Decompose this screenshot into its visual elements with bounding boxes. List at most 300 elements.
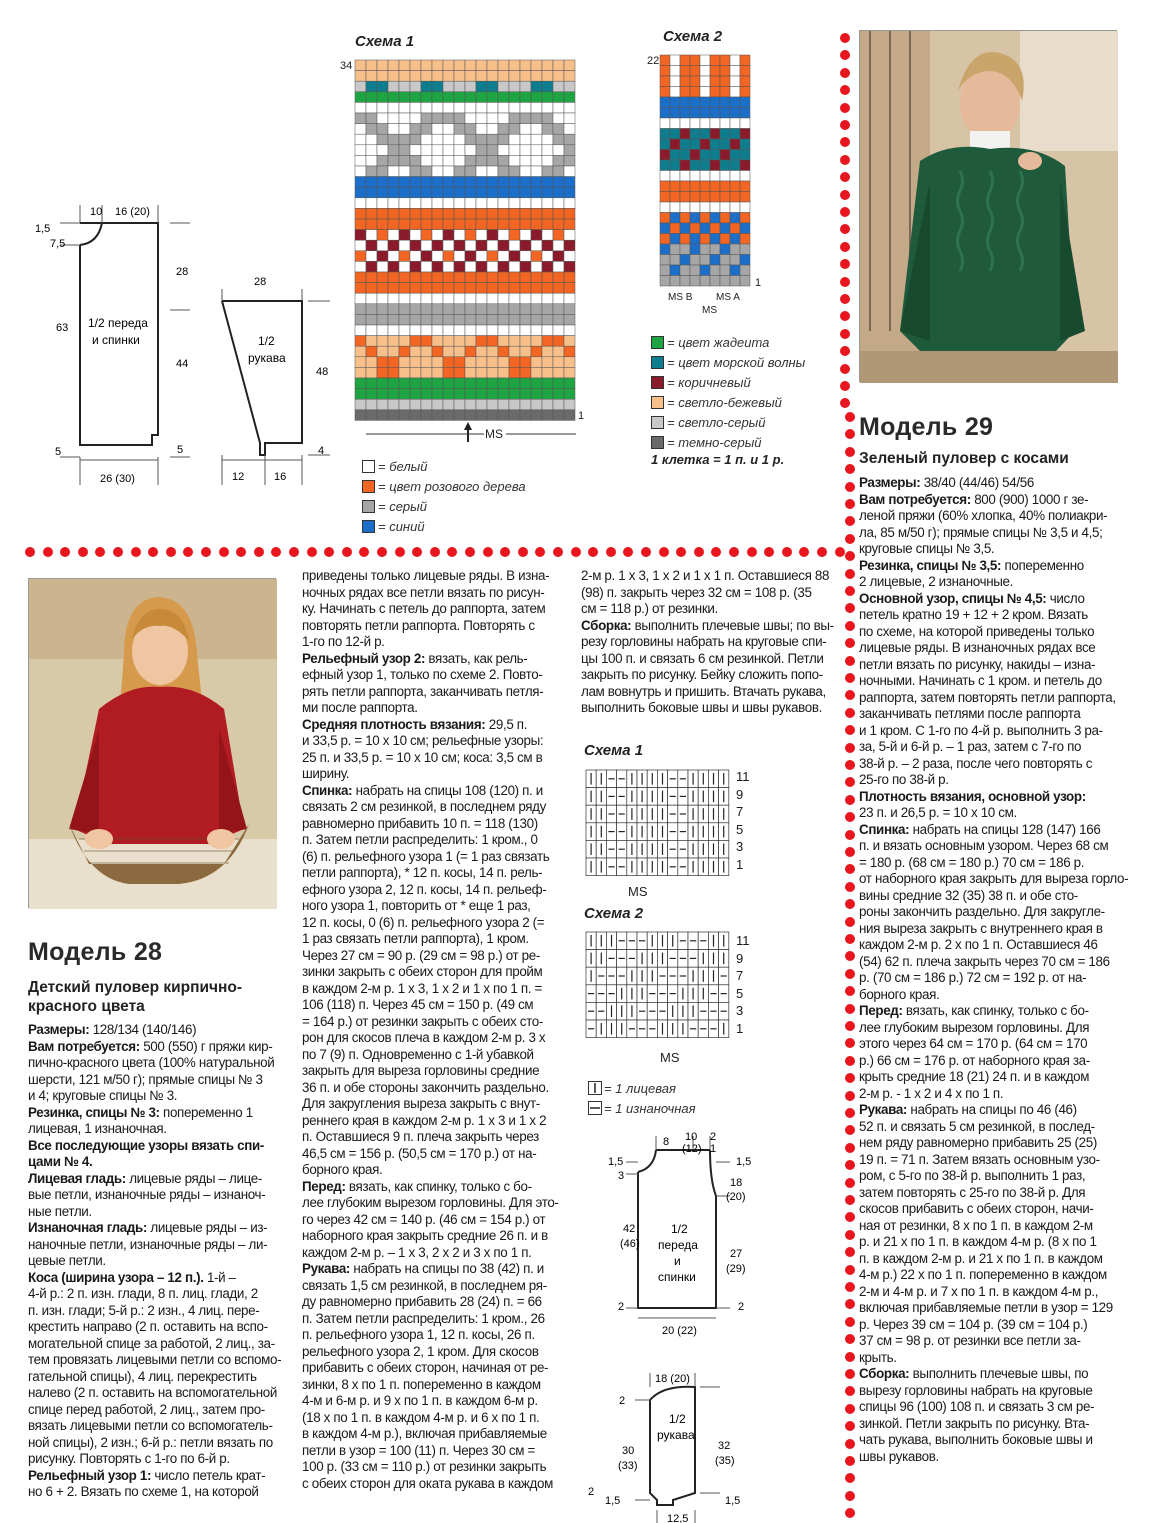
- decor-dot: [845, 1004, 855, 1014]
- chart-cell: [690, 213, 700, 224]
- chart-cell: [388, 293, 399, 304]
- chart-cell: [366, 378, 377, 389]
- text-line: [859, 970, 1131, 987]
- text-line-label: Изнаночная гладь:: [28, 1220, 148, 1235]
- chart-cell: [355, 378, 366, 389]
- chart-cell: [366, 261, 377, 272]
- text-line: [859, 607, 1131, 624]
- color-chart-1-ms-line: [366, 433, 576, 437]
- decor-dot: [840, 346, 850, 356]
- decor-dot: [845, 499, 855, 509]
- chart-cell: [498, 208, 509, 219]
- text-line-body: пично-красного цвета (100% натуральной: [28, 1055, 275, 1070]
- text-line: [302, 1377, 567, 1394]
- chart-cell: [670, 244, 680, 255]
- chart-cell: [720, 160, 730, 171]
- chart-cell: [421, 134, 432, 145]
- text-line: [859, 1416, 1131, 1433]
- text-line: [302, 1410, 567, 1427]
- model-28-title: Модель 28: [28, 938, 163, 966]
- chart-cell: [690, 97, 700, 108]
- legend-item: [651, 412, 805, 432]
- chart-cell: [542, 230, 553, 241]
- chart-cell: [465, 124, 476, 135]
- chart-cell: [710, 118, 720, 129]
- text-line-body: п. Затем петли распределить: 1 кром., 26: [302, 1310, 545, 1326]
- chart-cell: [366, 389, 377, 400]
- chart-cell: [564, 378, 575, 389]
- chart-cell: [355, 198, 366, 209]
- chart-cell: [680, 234, 690, 245]
- chart-cell: [564, 283, 575, 294]
- chart-cell: [730, 255, 740, 266]
- chart-cell: [410, 240, 421, 251]
- text-line-body: попеременно 1: [159, 1104, 253, 1120]
- text-line: [302, 1129, 567, 1146]
- chart-cell: [454, 357, 465, 368]
- chart-cell: [670, 87, 680, 98]
- text-line-body: 106 (118) п. Через 45 см = 150 р. (49 см: [302, 997, 534, 1012]
- text-line: [302, 618, 567, 635]
- text-line-body: швы рукавов.: [859, 1448, 939, 1464]
- chart-cell: [410, 378, 421, 389]
- decor-dot: [845, 1247, 855, 1257]
- chart-cell: [564, 389, 575, 400]
- chart-cell: [388, 134, 399, 145]
- text-line-body: ного узора 1, повторить от * еще 1 раз,: [302, 898, 531, 913]
- chart-cell: [366, 208, 377, 219]
- chart-cell: [421, 177, 432, 188]
- chart-cell: [670, 150, 680, 161]
- chart-row-number: 3: [736, 1003, 744, 1019]
- text-line: [28, 1319, 288, 1336]
- chart-cell: [421, 81, 432, 92]
- chart-cell: [399, 357, 410, 368]
- chart-cell: [720, 139, 730, 150]
- chart-row-number: 3: [736, 839, 744, 855]
- text-line: [302, 1261, 567, 1278]
- text-line-body: п. Оставшиеся 9 п. плеча закрыть через: [302, 1129, 539, 1144]
- text-line-body: р. (70 см = 186 р.) 72 см = 192 р. от на-: [859, 970, 1087, 985]
- chart-cell: [443, 124, 454, 135]
- chart-cell: [454, 124, 465, 135]
- front-dim-right-28: 28: [176, 266, 189, 278]
- text-line: [859, 541, 1131, 558]
- decor-dot: [845, 1073, 855, 1083]
- text-line-body: лее глубоким вырезом горловины. Для это-: [302, 1195, 559, 1210]
- chart-cell: [700, 97, 710, 108]
- chart-cell: [730, 223, 740, 234]
- text-line-label: Средняя плотность вязания:: [302, 716, 486, 732]
- chart-cell: [355, 60, 366, 71]
- chart-cell: [366, 145, 377, 156]
- chart-cell: [421, 198, 432, 209]
- text-line-body: п. Затем петли распределить: 1 кром., 0: [302, 832, 538, 847]
- decor-dot: [271, 547, 281, 557]
- text-line-body: п. рельефного узора 1, 12 п. косы, 26 п.: [302, 1327, 535, 1342]
- decor-dot: [747, 547, 757, 557]
- text-line-body: = 180 р. (68 см = 180 р.) 70 см = 186 р.: [859, 854, 1085, 870]
- decor-dot: [606, 547, 616, 557]
- chart-cell: [720, 129, 730, 140]
- legend-swatch: [651, 416, 664, 429]
- chart-cell: [531, 92, 542, 103]
- chart-cell: [454, 81, 465, 92]
- chart-cell: [366, 314, 377, 325]
- text-line: [302, 1426, 567, 1443]
- chart-cell: [432, 367, 443, 378]
- chart-cell: [465, 81, 476, 92]
- text-line-body: ла, 85 м/50 г); прямые спицы № 3,5 и 4,5;: [859, 524, 1103, 540]
- text-line: [302, 799, 567, 816]
- text-line-body: закрыть для выреза горловины средние: [302, 1063, 540, 1078]
- chart-cell: [454, 155, 465, 166]
- chart-cell: [432, 325, 443, 336]
- chart-cell: [700, 129, 710, 140]
- text-line: [581, 700, 836, 717]
- child-sleeve-r1: 32: [718, 1440, 731, 1452]
- text-line-body: 4-м и 6-м р. и 9 х по 1 п. в каждом 6-м р.: [302, 1393, 538, 1408]
- chart-cell: [509, 272, 520, 283]
- chart-cell: [355, 410, 366, 421]
- chart-cell: [564, 134, 575, 145]
- chart-cell: [443, 336, 454, 347]
- chart-cell: [509, 357, 520, 368]
- chart-cell: [700, 160, 710, 171]
- text-line: [302, 783, 567, 800]
- child-sleeve-r2: (35): [715, 1455, 735, 1467]
- text-line-body: р. и 21 х по 1 п. в каждом 4-м р. (8 х по 1: [859, 1234, 1097, 1249]
- decor-dot: [25, 547, 35, 557]
- chart-cell: [680, 150, 690, 161]
- chart-cell: [377, 251, 388, 262]
- chart-cell: [432, 113, 443, 124]
- chart-cell: [454, 240, 465, 251]
- chart-cell: [680, 181, 690, 192]
- decor-dot: [840, 259, 850, 269]
- chart-cell: [680, 192, 690, 203]
- chart-cell: [498, 219, 509, 230]
- chart-cell: [421, 166, 432, 177]
- chart-cell: [509, 293, 520, 304]
- chart-cell: [542, 367, 553, 378]
- legend-label: = светло-серый: [667, 414, 766, 430]
- chart-cell: [660, 118, 670, 129]
- chart-cell: [509, 399, 520, 410]
- decor-dot: [845, 1421, 855, 1431]
- chart-cell: [509, 198, 520, 209]
- chart-cell: [531, 346, 542, 357]
- chart-cell: [454, 378, 465, 389]
- text-line: [859, 525, 1131, 542]
- child-front-r3: (20): [726, 1191, 746, 1203]
- chart-cell: [564, 399, 575, 410]
- chart-cell: [553, 240, 564, 251]
- chart-cell: [476, 113, 487, 124]
- decor-dot: [840, 242, 850, 252]
- text-line: [302, 1047, 567, 1064]
- chart-cell: [720, 213, 730, 224]
- chart-cell: [432, 124, 443, 135]
- chart-cell: [454, 230, 465, 241]
- text-line: [302, 1278, 567, 1295]
- text-line: [302, 750, 567, 767]
- chart-cell: [520, 155, 531, 166]
- chart-cell: [388, 145, 399, 156]
- chart-cell: [487, 60, 498, 71]
- child-front-r4: 27: [730, 1248, 743, 1260]
- chart-cell: [366, 240, 377, 251]
- chart-cell: [487, 293, 498, 304]
- text-line: [302, 651, 567, 668]
- decor-dot: [845, 1456, 855, 1466]
- text-line: [302, 585, 567, 602]
- chart-cell: [690, 76, 700, 87]
- chart-cell: [476, 272, 487, 283]
- decor-dot: [377, 547, 387, 557]
- chart-cell: [710, 276, 720, 287]
- chart-cell: [443, 272, 454, 283]
- chart-cell: [388, 357, 399, 368]
- decor-dot: [845, 603, 855, 613]
- chart-cell: [720, 55, 730, 66]
- chart-cell: [710, 213, 720, 224]
- chart-cell: [410, 389, 421, 400]
- chart-cell: [465, 314, 476, 325]
- chart-cell: [531, 378, 542, 389]
- text-line: [28, 1088, 288, 1105]
- text-line: [859, 987, 1131, 1004]
- chart-cell: [432, 198, 443, 209]
- chart-cell: [520, 389, 531, 400]
- chart-cell: [465, 134, 476, 145]
- text-line: [28, 1468, 288, 1485]
- small-legend: [588, 1078, 696, 1118]
- decor-dot: [782, 547, 792, 557]
- chart-cell: [421, 336, 432, 347]
- text-line-label: Коса (ширина узора – 12 п.).: [28, 1269, 204, 1285]
- chart-cell: [465, 219, 476, 230]
- chart-cell: [564, 208, 575, 219]
- chart-cell: [564, 293, 575, 304]
- chart-cell: [432, 240, 443, 251]
- chart-cell: [388, 304, 399, 315]
- chart-cell: [542, 134, 553, 145]
- chart-cell: [432, 155, 443, 166]
- text-line-body: лицевая, 1 изнаночная.: [28, 1121, 167, 1136]
- chart-cell: [399, 187, 410, 198]
- decor-dot: [840, 172, 850, 182]
- chart-cell: [690, 118, 700, 129]
- text-line: [859, 1168, 1131, 1185]
- chart-cell: [388, 230, 399, 241]
- child-front-r2: 18: [730, 1177, 743, 1189]
- child-front-top-e: 1: [710, 1143, 717, 1155]
- chart-cell: [740, 276, 750, 287]
- text-line: [859, 558, 1131, 575]
- chart-cell: [740, 66, 750, 77]
- chart-cell: [700, 76, 710, 87]
- chart-cell: [355, 261, 366, 272]
- text-line: [859, 1317, 1131, 1334]
- chart-cell: [410, 166, 421, 177]
- text-line-body: (54) 62 п. плеча закрыть через 70 см = 186: [859, 953, 1110, 969]
- chart-cell: [553, 272, 564, 283]
- chart-cell: [498, 198, 509, 209]
- chart-cell: [564, 198, 575, 209]
- chart-cell: [553, 357, 564, 368]
- chart-cell: [498, 187, 509, 198]
- text-line: [28, 1022, 288, 1039]
- chart-cell: [660, 66, 670, 77]
- chart-cell: [553, 81, 564, 92]
- chart-cell: [377, 378, 388, 389]
- chart-cell: [660, 223, 670, 234]
- text-line: [859, 1300, 1131, 1317]
- child-front-r5: (29): [726, 1263, 746, 1275]
- text-line-body: нем ряду равномерно прибавить 25 (25): [859, 1135, 1097, 1150]
- chart-cell: [487, 283, 498, 294]
- text-line-body: 1-го по 12-й р.: [302, 634, 385, 649]
- text-line-body: 38/40 (44/46) 54/56: [920, 475, 1034, 490]
- chart-cell: [553, 325, 564, 336]
- chart-cell: [465, 113, 476, 124]
- text-line: [28, 1253, 288, 1270]
- chart-cell: [740, 234, 750, 245]
- child-sleeve-bottom: 12,5: [667, 1513, 689, 1523]
- text-line: [859, 756, 1131, 773]
- chart-cell: [564, 251, 575, 262]
- text-line-label: Рельефный узор 2:: [302, 650, 426, 666]
- text-line: [28, 1039, 288, 1056]
- chart-cell: [509, 304, 520, 315]
- pattern-diagram-front: [35, 195, 210, 495]
- decor-dot: [845, 708, 855, 718]
- chart-cell: [388, 389, 399, 400]
- chart-cell: [564, 113, 575, 124]
- chart-cell: [700, 108, 710, 119]
- chart-cell: [465, 336, 476, 347]
- chart-cell: [443, 71, 454, 82]
- chart-cell: [487, 314, 498, 325]
- chart-cell: [465, 251, 476, 262]
- chart-cell: [355, 92, 366, 103]
- chart-cell: [487, 81, 498, 92]
- chart-cell: [399, 346, 410, 357]
- text-line-body: 12 п. косы, 0 (6) п. рельефного узора 2 (=: [302, 914, 545, 930]
- chart-cell: [720, 276, 730, 287]
- dots-horizontal: [25, 547, 835, 559]
- chart-cell: [476, 251, 487, 262]
- chart-cell: [388, 261, 399, 272]
- chart-cell: [520, 92, 531, 103]
- chart-cell: [465, 410, 476, 421]
- text-line-body: в каждом 4-м р.), включая прибавляемые: [302, 1426, 547, 1441]
- chart-cell: [680, 160, 690, 171]
- chart-cell: [443, 60, 454, 71]
- chart-cell: [700, 265, 710, 276]
- chart-cell: [542, 304, 553, 315]
- chart-cell: [720, 108, 730, 119]
- text-line: [859, 673, 1131, 690]
- text-line-body: вязать, как спинку, только с бо-: [345, 1178, 532, 1194]
- text-line-body: р. Через 39 см = 104 р. (39 см = 104 р.): [859, 1316, 1088, 1332]
- chart-cell: [410, 251, 421, 262]
- chart-cell: [355, 283, 366, 294]
- chart-cell: [465, 325, 476, 336]
- chart-cell: [670, 223, 680, 234]
- chart-cell: [410, 71, 421, 82]
- chart-cell: [730, 265, 740, 276]
- decor-dot: [840, 68, 850, 78]
- text-line: [302, 1179, 567, 1196]
- chart-cell: [476, 240, 487, 251]
- chart-cell: [443, 219, 454, 230]
- chart-cell: [531, 134, 542, 145]
- chart-cell: [377, 102, 388, 113]
- chart-cell: [454, 314, 465, 325]
- text-line: [28, 1369, 288, 1386]
- chart-cell: [476, 314, 487, 325]
- chart-cell: [399, 113, 410, 124]
- decor-dot: [95, 547, 105, 557]
- chart-cell: [520, 272, 531, 283]
- chart-cell: [710, 202, 720, 213]
- chart-cell: [399, 251, 410, 262]
- text-line: [859, 624, 1131, 641]
- chart-cell: [520, 304, 531, 315]
- chart-cell: [465, 283, 476, 294]
- chart-cell: [487, 251, 498, 262]
- text-line: [28, 1352, 288, 1369]
- decor-dot: [148, 547, 158, 557]
- decor-dot: [518, 547, 528, 557]
- child-front-top-c: (12): [682, 1143, 702, 1155]
- chart-cell: [531, 113, 542, 124]
- chart-cell: [443, 187, 454, 198]
- legend-label: = цвет розового дерева: [378, 478, 526, 494]
- text-line-body: 2-м и 4-м р. и 7 х по 1 п. в каждом 4-м р.,: [859, 1283, 1099, 1299]
- text-line-body: и 1 кром. С 1-го по 4-й р. выполнить 3 ра-: [859, 722, 1103, 738]
- chart-cell: [388, 378, 399, 389]
- chart-cell: [476, 166, 487, 177]
- chart-cell: [730, 244, 740, 255]
- text-line-body: ром, с 5-го по 38-й р. выполнить 1 раз,: [859, 1168, 1086, 1183]
- chart-cell: [730, 118, 740, 129]
- chart-cell: [399, 92, 410, 103]
- chart-cell: [355, 346, 366, 357]
- chart-cell: [377, 208, 388, 219]
- text-line: [302, 1294, 567, 1311]
- chart-cell: [531, 155, 542, 166]
- chart-cell: [410, 60, 421, 71]
- chart-cell: [531, 293, 542, 304]
- chart-cell: [454, 71, 465, 82]
- decor-dot: [845, 534, 855, 544]
- chart-cell: [564, 60, 575, 71]
- decor-dot: [845, 412, 855, 422]
- text-line-body: ная от резинки, 8 х по 1 п. в каждом 2-м: [859, 1217, 1093, 1233]
- decor-dot: [845, 1317, 855, 1327]
- decor-dot: [835, 547, 845, 557]
- chart-cell: [660, 108, 670, 119]
- chart-cell: [476, 102, 487, 113]
- chart-cell: [366, 124, 377, 135]
- chart-cell: [421, 261, 432, 272]
- legend-item: [362, 496, 526, 516]
- text-line-body: 128/134 (140/146): [89, 1022, 197, 1037]
- chart-cell: [498, 92, 509, 103]
